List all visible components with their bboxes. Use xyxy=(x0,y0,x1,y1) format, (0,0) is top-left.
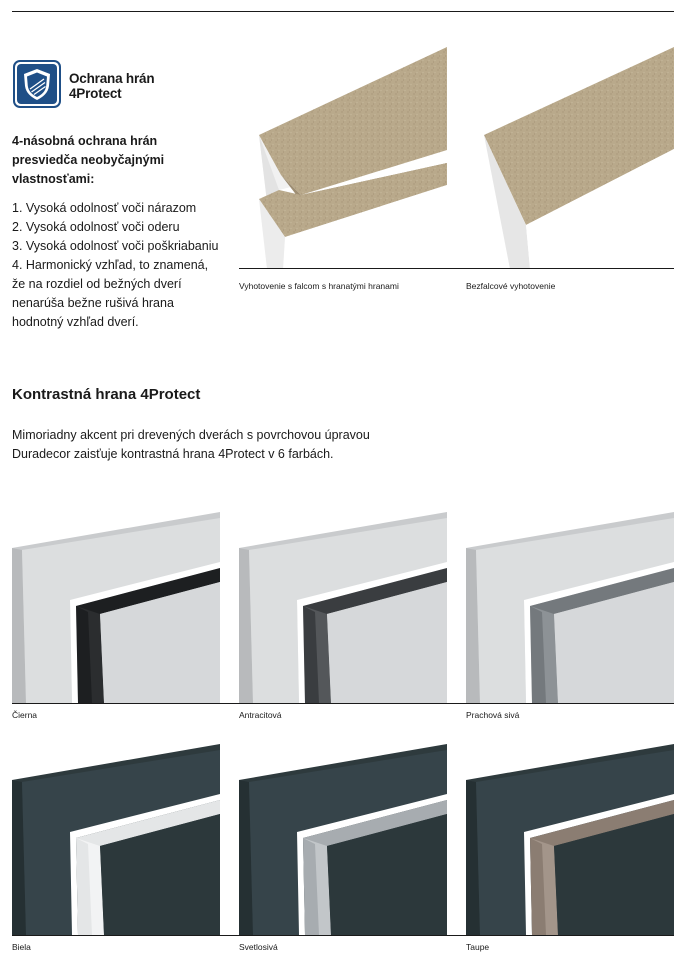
4protect-shield-logo xyxy=(13,60,61,108)
contrast-section-text xyxy=(12,426,432,464)
edge-swatch-label: Čierna xyxy=(12,710,38,720)
edge-swatch-label: Biela xyxy=(12,942,31,952)
edge-swatch-image xyxy=(466,742,674,935)
edge-swatch-image xyxy=(239,510,447,703)
feature-list-item: že na rozdiel od bežných dverí xyxy=(12,277,182,291)
feature-list xyxy=(12,199,227,332)
feature-list-item: 1. Vysoká odolnosť voči nárazom xyxy=(12,201,197,215)
contrast-section-title: Kontrastná hrana 4Protect xyxy=(12,386,201,403)
edge-swatch-label: Antracitová xyxy=(239,710,282,720)
logo-title xyxy=(69,71,154,101)
edge-caption-flush: Bezfalcové vyhotovenie xyxy=(466,281,556,291)
feature-list-item: nenarúša bežne rušivá hrana xyxy=(12,296,174,310)
edge-swatch-image xyxy=(466,510,674,703)
rebated-edge-image xyxy=(239,45,447,269)
swatch-row2-rule xyxy=(12,935,674,936)
intro-heading-line2: presviedča neobyčajnými xyxy=(12,153,165,167)
swatch-row1-rule xyxy=(12,703,674,704)
edge-swatch-image xyxy=(12,742,220,935)
edge-swatch-label: Svetlosivá xyxy=(239,942,278,952)
edge-images-rule xyxy=(239,268,674,269)
intro-heading xyxy=(12,132,222,189)
feature-list-item: 4. Harmonický vzhľad, to znamená, xyxy=(12,258,209,272)
intro-heading-line3: vlastnosťami: xyxy=(12,172,95,186)
flush-edge-image xyxy=(466,45,674,269)
feature-list-item: hodnotný vzhľad dverí. xyxy=(12,315,139,329)
edge-caption-rebated: Vyhotovenie s falcom s hranatými hranami xyxy=(239,281,399,291)
feature-list-item: 3. Vysoká odolnosť voči poškriabaniu xyxy=(12,239,219,253)
edge-swatch-label: Prachová sivá xyxy=(466,710,520,720)
edge-swatch-label: Taupe xyxy=(466,942,490,952)
contrast-text-line1: Mimoriadny akcent pri drevených dverách s povrchovou úpravou xyxy=(12,428,370,442)
contrast-text-line2: Duradecor zaisťuje kontrastná hrana 4Protect v 6 farbách. xyxy=(12,447,334,461)
edge-swatch-image xyxy=(12,510,220,703)
intro-heading-line1: 4-násobná ochrana hrán xyxy=(12,134,158,148)
edge-swatch-image xyxy=(239,742,447,935)
feature-list-item: 2. Vysoká odolnosť voči oderu xyxy=(12,220,180,234)
top-rule xyxy=(12,11,674,12)
logo-title-line1: Ochrana hrán xyxy=(69,71,155,86)
logo-title-line2: 4Protect xyxy=(69,86,122,101)
